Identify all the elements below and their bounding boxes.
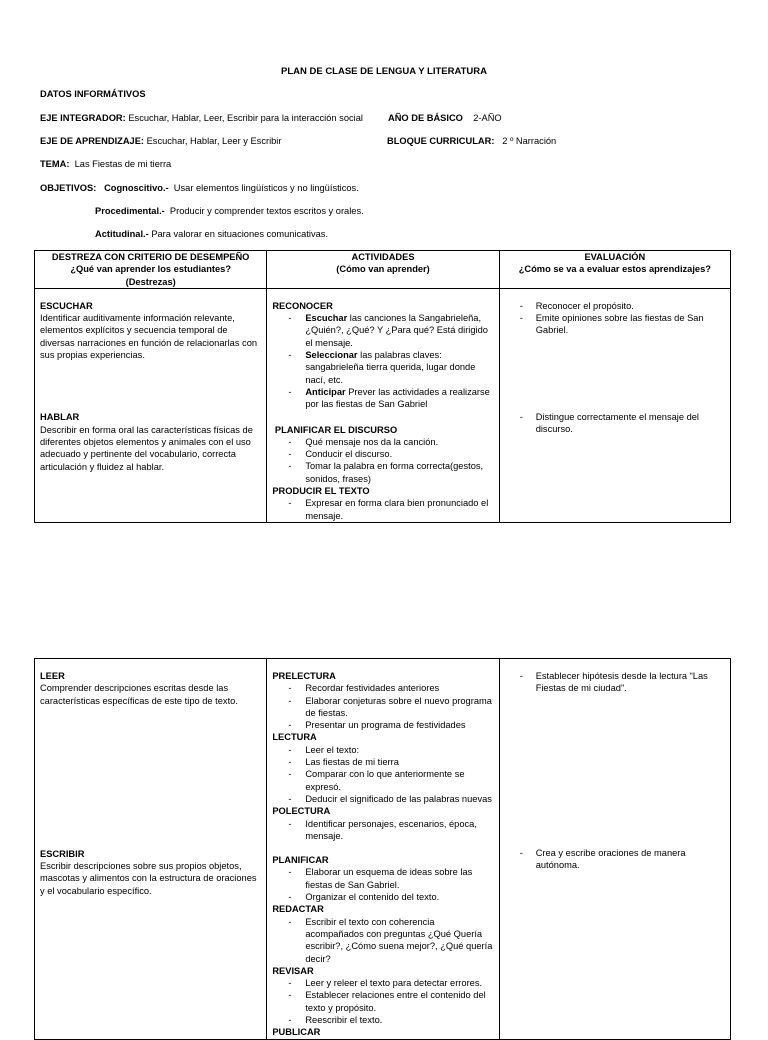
eje-integrador-line [40,112,363,124]
list-item: - Tomar la palabra en forma correcta(gestos, sonidos, frases) [305,460,493,485]
list-item: - Establecer relaciones entre el contenido del texto y propósito. [305,989,493,1014]
act-title-prelectura: PRELECTURA [272,671,336,681]
list-item: - Presentar un programa de festividades [305,719,493,731]
tema-value: Las Fiestas de mi tierra [74,159,172,169]
anio-line [388,112,502,124]
act-list-reconocer [272,312,493,410]
procedimental-line [95,205,364,217]
skill-title-hablar: HABLAR [40,412,80,423]
act-list-redactar [272,916,493,965]
evaluacion-cell [499,659,730,1040]
cognoscitivo-value: Usar elementos lingüísticos y no lingüísticos. [173,183,359,193]
plan-table-page1 [34,250,731,523]
skill-text-hablar: Describir en forma oral las características físicas de diferentes objetos elementos y animales con el uso adecuado y pertinente del vocabulario, correcta articulación y fluidez al hablar. [40,424,253,472]
list-item: - Establecer hipótesis desde la lectura “Las Fiestas de mi ciudad”. [536,670,725,695]
list-item: - Recordar festividades anteriores [305,682,493,694]
list-item: - Comparar con lo que anteriormente se expresó. [305,768,493,793]
destreza-cell [35,288,267,522]
procedimental-value: Producir y comprender textos escritos y orales. [169,206,364,216]
list-item: - Elaborar un esquema de ideas sobre las fiestas de San Gabriel. [305,866,493,891]
eje-integrador-value: Escuchar, Hablar, Leer, Escribir para la interacción social [128,113,363,123]
skill-title-leer: LEER [40,671,65,681]
list-item: - Reconocer el propósito. [536,300,725,312]
document-title: PLAN DE CLASE DE LENGUA Y LITERATURA [280,66,488,77]
eje-integrador-label: EJE INTEGRADOR: [40,113,126,123]
tema-label: TEMA: [40,159,70,169]
datos-heading: DATOS INFORMÁTIVOS [40,89,146,99]
act-title-revisar: REVISAR [272,965,314,976]
act-title-lectura: LECTURA [272,732,317,743]
act-title-polectura: POLECTURA [272,806,331,817]
header-destreza-line3: (Destrezas) [125,276,176,287]
list-item: - Conducir el discurso. [305,448,493,460]
eval-list-escribir [505,847,725,872]
act-title-planificar: PLANIFICAR [272,855,329,866]
header-destreza-line2: ¿Qué van aprender los estudiantes? [70,264,231,275]
header-evaluacion [499,251,730,289]
skill-title-escuchar: ESCUCHAR [40,300,93,311]
header-evaluacion-line2: ¿Cómo se va a evaluar estos aprendizajes? [518,264,711,275]
bloque-value: 2 º Narración [502,136,557,146]
table-row [35,659,731,1040]
actitudinal-line [95,228,328,240]
act-list-lectura [272,744,493,805]
list-item: - Escribir el texto con coherencia acompañados con preguntas ¿Qué Quería escribir?, ¿Cómo suena mejor?, ¿Qué quería decir? [305,916,493,965]
skill-text-escribir: Escribir descripciones sobre sus propios objetos, mascotas y alimentos con la estructura de oraciones y el vocabulario específico. [40,861,257,896]
act-list-revisar [272,977,493,1026]
eje-aprendizaje-value: Escuchar, Hablar, Leer y Escribir [146,136,282,146]
header-actividades-line1: ACTIVIDADES [351,252,415,262]
act-title-redactar: REDACTAR [272,904,324,915]
eval-list-hablar [505,411,725,436]
actividades-cell [267,288,499,522]
list-item: - Reescribir el texto. [305,1014,493,1026]
list-item: - Leer el texto: [305,744,493,756]
procedimental-label: Procedimental.- [95,206,165,216]
anio-label: AÑO DE BÁSICO [388,113,463,123]
list-item: - Deducir el significado de las palabras nuevas [305,793,493,805]
list-item: - Identificar personajes, escenarios, época, mensaje. [305,818,493,843]
list-item: - Escuchar las canciones la Sangabrieleña, ¿Quién?, ¿Qué? Y ¿Para qué? Está dirigido el mensaje. [305,312,493,349]
header-actividades [267,251,499,289]
skill-text-escuchar: Identificar auditivamente información relevante, elementos explícitos y secuencia temporal de diversas narraciones en función de relacionarlas con sus propias experiencias. [40,313,258,361]
objetivos-label: OBJETIVOS: [40,183,97,193]
anio-value: 2-AÑO [473,113,502,123]
list-item: - Elaborar conjeturas sobre el nuevo programa de fiestas. [305,695,493,720]
eje-aprendizaje-label: EJE DE APRENDIZAJE: [40,136,145,146]
list-item: - Las fiestas de mi tierra [305,756,493,768]
act-title-planificar-discurso: PLANIFICAR EL DISCURSO [272,424,398,435]
act-title-producir: PRODUCIR EL TEXTO [272,486,370,497]
actitudinal-value: Para valorar en situaciones comunicativas. [151,229,329,239]
act-list-prelectura [272,682,493,731]
act-list-polectura [272,818,493,843]
act-list-producir [272,497,493,522]
header-destreza [35,251,267,289]
evaluacion-cell [499,288,730,522]
act-list-planificar [272,866,493,903]
list-item: - Organizar el contenido del texto. [305,891,493,903]
destreza-cell [35,659,267,1040]
act-title-reconocer: RECONOCER [272,300,333,311]
list-item: - Seleccionar las palabras claves: sangabrieleña tierra querida, lugar donde nací, etc. [305,349,493,386]
objetivos-line [40,182,359,194]
list-item: - Emite opiniones sobre las fiestas de San Gabriel. [536,312,725,337]
bloque-label: BLOQUE CURRICULAR: [387,136,495,146]
bloque-line [387,135,556,147]
list-item: - Leer y releer el texto para detectar errores. [305,977,493,989]
list-item: - Anticipar Prever las actividades a realizarse por las fiestas de San Gabriel [305,386,493,411]
eje-aprendizaje-line [40,135,281,147]
act-list-planificar-discurso [272,436,493,485]
list-item: - Crea y escribe oraciones de manera autónoma. [536,847,725,872]
list-item: - Qué mensaje nos da la canción. [305,436,493,448]
tema-line [40,158,171,170]
skill-title-escribir: ESCRIBIR [40,848,85,859]
table-header-row [35,251,731,289]
eval-list-leer [505,670,725,695]
cognoscitivo-label: Cognoscitivo.- [104,183,169,193]
plan-table-page2 [34,658,731,1040]
skill-text-leer: Comprender descripciones escritas desde las características específicas de este tipo de texto. [40,683,238,706]
table-row [35,288,731,522]
list-item: - Distingue correctamente el mensaje del discurso. [536,411,725,436]
header-destreza-line1: DESTREZA CON CRITERIO DE DESEMPEÑO [51,252,250,262]
act-title-publicar: PUBLICAR [272,1027,321,1038]
header-actividades-line2: (Cómo van aprender) [336,264,430,275]
eval-list-escuchar [505,300,725,337]
list-item: - Expresar en forma clara bien pronunciado el mensaje. [305,497,493,522]
actividades-cell [267,659,499,1040]
actitudinal-label: Actitudinal.- [95,229,149,239]
header-evaluacion-line1: EVALUACIÓN [584,252,646,262]
